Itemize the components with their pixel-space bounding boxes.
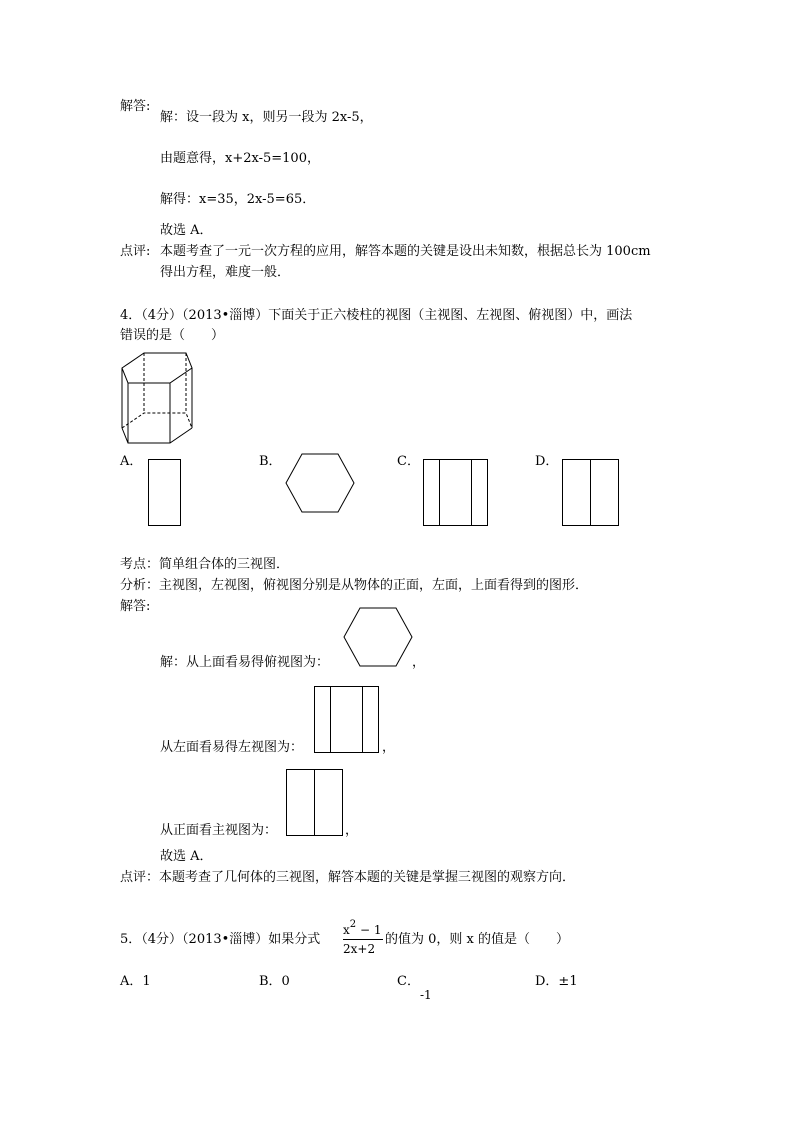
q4-solution-front-comma: ， — [345, 823, 359, 838]
q5-stem-suffix: 的值为 0，则 x 的值是（ ） — [385, 932, 569, 947]
q4-option-d-label: D． — [535, 454, 559, 469]
q3-solution-line-3: 解得：x=35，2x-5=65． — [160, 192, 316, 207]
q5-option-a: A．1 — [120, 974, 151, 989]
q4-solution-front-view-figure — [286, 769, 344, 837]
q5-fraction-bar — [343, 939, 383, 940]
q4-option-a-figure — [148, 459, 182, 527]
q4-comment: 点评：本题考查了几何体的三视图，解答本题的关键是掌握三视图的观察方向． — [120, 870, 576, 885]
q5-option-c-value: -1 — [420, 988, 432, 1002]
q4-solution-top-view-figure — [343, 607, 413, 667]
q4-solution-top-comma: ， — [412, 655, 426, 670]
q3-solution-choice: 故选 A． — [160, 223, 213, 238]
q3-comment-label: 点评: — [120, 244, 151, 259]
q3-answer-label: 解答: — [120, 99, 151, 114]
q5-fraction-numerator-exponent: 2 — [349, 919, 357, 930]
q4-stem-line-1: 4．（4分）（2013•淄博）下面关于正六棱柱的视图（主视图、左视图、俯视图）中，画法 — [120, 308, 633, 323]
q4-option-c-label: C． — [397, 454, 420, 469]
q4-knowledge-point: 考点：简单组合体的三视图． — [120, 557, 290, 572]
q4-analysis: 分析：主视图，左视图，俯视图分别是从物体的正面，左面，上面看得到的图形． — [120, 578, 589, 593]
q5-fraction-numerator-rest: − 1 — [356, 923, 382, 937]
q4-solution-choice: 故选 A． — [160, 849, 213, 864]
q4-solution-left-view-figure — [314, 686, 380, 754]
q4-solution-left-comma: ， — [382, 740, 396, 755]
q3-solution-line-1: 解：设一段为 x，则另一段为 2x-5， — [160, 110, 373, 125]
q4-option-b-label: B． — [259, 454, 282, 469]
q4-option-b-figure — [285, 453, 355, 513]
q3-solution-line-2: 由题意得，x+2x-5=100， — [160, 151, 320, 166]
q5-fraction-numerator-base: x — [343, 923, 350, 937]
q4-stem-line-2: 错误的是（ ） — [120, 328, 225, 343]
q3-comment-line-2: 得出方程，难度一般． — [160, 265, 291, 280]
q4-solution-front-text: 从正面看主视图为： — [160, 823, 278, 838]
q4-option-d-figure — [562, 459, 620, 527]
q4-option-c-figure — [423, 459, 489, 527]
hexagonal-prism-figure — [118, 350, 198, 446]
q5-fraction-denominator: 2x+2 — [343, 942, 376, 956]
q4-option-a-label: A． — [120, 454, 143, 469]
q3-comment-line-1: 本题考查了一元一次方程的应用，解答本题的关键是设出未知数，根据总长为 100cm — [160, 244, 651, 259]
q5-option-c: C． — [397, 974, 420, 989]
q5-fraction — [343, 919, 383, 959]
q4-solution-top-text: 解：从上面看易得俯视图为： — [160, 655, 330, 670]
q5-option-d: D．±1 — [535, 974, 578, 989]
q5-stem-prefix: 5．（4分）（2013•淄博）如果分式 — [120, 932, 321, 947]
q4-answer-label: 解答: — [120, 599, 151, 614]
q5-option-b: B．0 — [259, 974, 290, 989]
q4-solution-left-text: 从左面看易得左视图为： — [160, 740, 304, 755]
